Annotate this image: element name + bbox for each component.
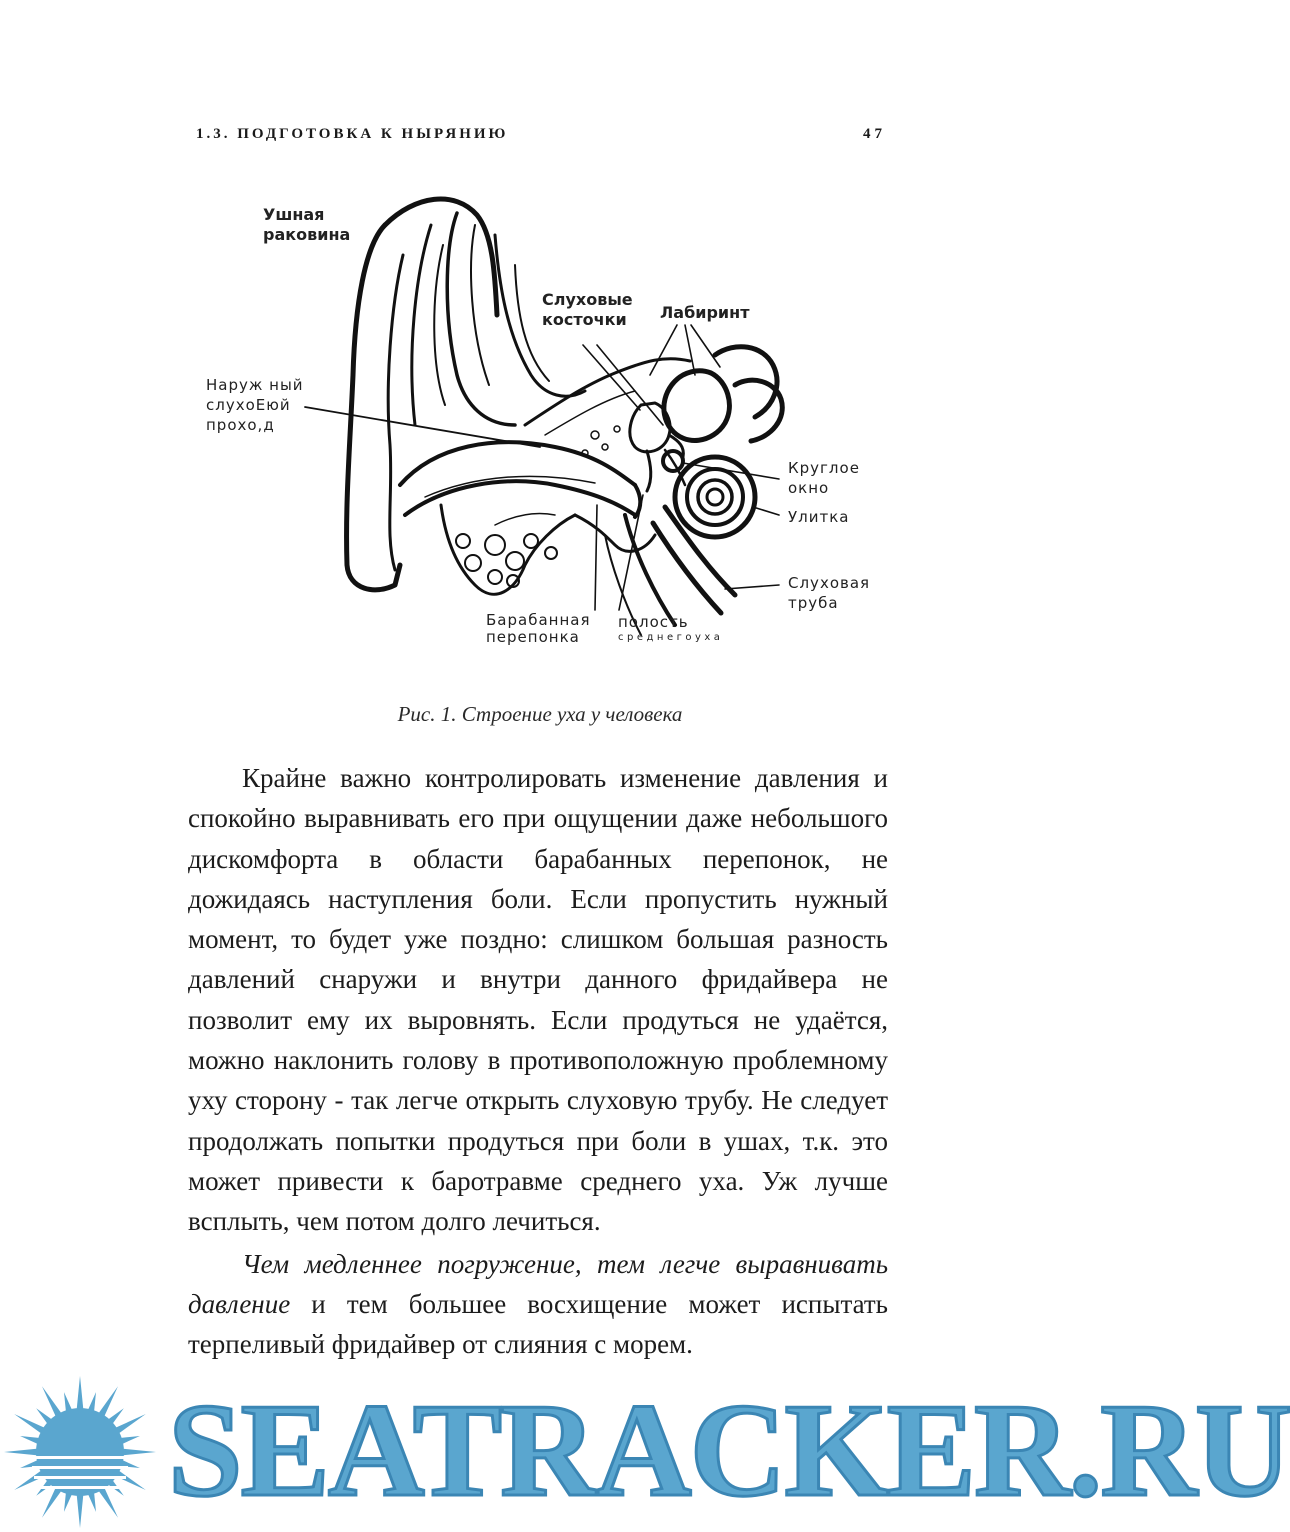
- paragraph-2: [188, 1244, 888, 1365]
- body-text: [188, 758, 888, 1364]
- label-ossicles: Слуховые косточки: [542, 290, 633, 329]
- ear-anatomy-figure: [195, 185, 895, 665]
- paragraph-2-text: и тем большее восхищение может испытать терпеливый фридайвер от слияния с морем.: [188, 1288, 888, 1360]
- watermark-text: SEATRACKER.RU: [168, 1376, 1290, 1524]
- label-cochlea: Улитка: [788, 508, 850, 526]
- section-title: 1.3. ПОДГОТОВКА К НЫРЯНИЮ: [196, 126, 509, 142]
- label-pinna: Ушная раковина: [263, 205, 351, 244]
- page-number: 47: [863, 126, 886, 142]
- label-auditory-tube: Слуховая труба: [788, 574, 871, 612]
- label-middle-ear-cavity: полость среднегоуха: [618, 613, 724, 643]
- paragraph-1: Крайне важно контролировать изменение давления и спокойно выравнивать его при ощущении даже небольшого дискомфорта в области барабанных перепонок, не дожидаясь наступления боли. Если пропустить нужный момент, то будет уже поздно: слишком большая разность давлений снаружи и внутри данного фридайвера не позволит ему их выровнять. Если продуться не удаётся, можно наклонить голову в противоположную проблемному уху сторону - так легче открыть слуховую трубу. Не следует продолжать попытки продуться при боли в ушах, т.к. это может привести к баротравме среднего уха. Уж лучше всплыть, чем потом долго лечиться.: [188, 763, 888, 1237]
- label-ear-canal: Наруж ный слухоЕюй прохо,д: [206, 376, 304, 434]
- running-header: [196, 126, 886, 150]
- label-labyrinth: Лабиринт: [660, 303, 750, 322]
- figure-caption: Рис. 1. Строение уха у человека: [397, 702, 683, 726]
- sun-logo-icon: [2, 1374, 158, 1530]
- label-eardrum: Барабанная перепонка: [486, 611, 591, 646]
- watermark: [0, 1372, 1290, 1532]
- label-round-window: Круглое окно: [788, 459, 860, 497]
- paragraph-2-emphasis: Чем медленнее погружение, тем легче выравнивать давление: [188, 1248, 888, 1319]
